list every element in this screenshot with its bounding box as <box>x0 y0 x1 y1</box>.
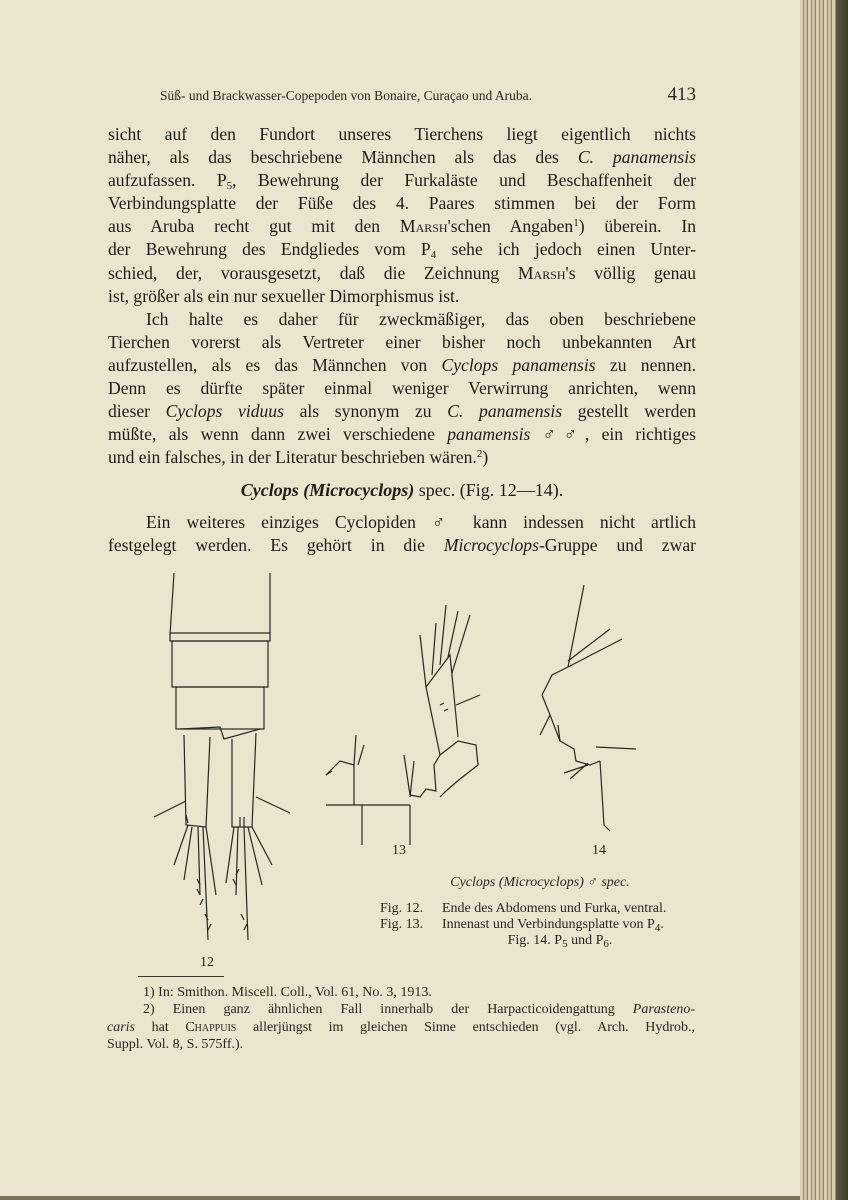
text-line: der Bewehrung des Endgliedes vom $P_4$ sehe ich jedoch einen Unter- <box>108 239 696 262</box>
caption-row-13: Fig. 13. Innenast und Verbindungsplatte von $P_4$. <box>380 917 664 934</box>
caption-row-14: Fig. 14. $P_5$ und $P_6$. <box>507 933 613 950</box>
page-number: 413 <box>667 84 696 105</box>
figure-plate <box>140 565 700 985</box>
footnote-ref: 1 <box>573 217 579 230</box>
section-heading-rest: spec. (Fig. 12—14). <box>414 480 564 501</box>
running-header <box>160 84 700 105</box>
figure-13-label: 13 <box>392 843 406 858</box>
author-name: Marsh <box>517 262 566 283</box>
running-head-title: Süß- und Brackwasser-Copepoden von Bonaire, Curaçao und Aruba. <box>160 88 533 103</box>
text-line: aufzustellen, als es das Männchen von Cyclops panamensis zu nennen. <box>108 354 697 375</box>
book-cover-edge <box>836 0 848 1200</box>
figure-12-label: 12 <box>200 955 214 970</box>
author-name: Chappuis <box>185 1019 237 1035</box>
footnote-2-line: Suppl. Vol. 8, S. 575ff.). <box>107 1036 244 1052</box>
figure-14-drawing <box>540 585 636 831</box>
species-name: C. panamensis <box>577 147 696 168</box>
text-line: schied, der, vorausgesetzt, daß die Zeichnung Marsh's völlig genau <box>108 262 696 283</box>
species-name: panamensis <box>447 424 531 445</box>
footnotes <box>107 984 695 1053</box>
text-line: aufzufassen. $P_5$, Bewehrung der Furkaläste und Beschaffenheit der <box>108 170 696 193</box>
paragraph-2 <box>108 308 696 470</box>
text-line: Tierchen vorerst als Vertreter einer bisher noch unbekannten Art <box>108 331 696 352</box>
text-line: näher, als das beschriebene Männchen als das des C. panamensis <box>108 147 696 168</box>
text-line: aus Aruba recht gut mit den Marsh'schen Angaben$^1$) überein. In <box>108 216 697 237</box>
footnote-1: 1) In: Smithon. Miscell. Coll., Vol. 61, No. 3, 1913. <box>143 985 432 1000</box>
book-page-edges <box>800 0 848 1200</box>
text-line: und ein falsches, in der Literatur beschrieben wären.$^2$) <box>108 447 489 468</box>
text-line: müßte, als wenn dann zwei verschiedene panamensis ♂♂, ein richtiges <box>108 424 697 445</box>
species-name: Cyclops panamensis <box>441 354 596 375</box>
paragraph-1 <box>108 123 696 308</box>
text-line: Ich halte es daher für zweckmäßiger, das oben beschriebene <box>146 308 696 329</box>
figure-13-drawing <box>326 605 480 845</box>
text-line: Ein weiteres einziges Cyclopiden ♂ kann indessen nicht artlich <box>146 511 696 532</box>
section-heading-taxon: Cyclops (Microcyclops) <box>240 480 415 501</box>
text-line: sicht auf den Fundort unseres Tierchens liegt eigentlich nichts <box>108 124 696 144</box>
footnote-rule <box>138 976 224 977</box>
footnote-2-line: caris hat Chappuis allerjüngst im gleichen Sinne entschieden (vgl. Arch. Hydrob., <box>107 1019 696 1035</box>
text-line: Denn es dürfte später einmal weniger Verwirrung anrichten, wenn <box>108 378 696 399</box>
text-line: festgelegt werden. Es gehört in die Microcyclops-Gruppe und zwar <box>108 534 696 555</box>
figure-caption <box>380 875 700 949</box>
section-heading <box>108 479 696 502</box>
caption-title: Cyclops (Microcyclops) ♂ spec. <box>450 875 630 890</box>
caption-row-12: Fig. 12. Ende des Abdomens und Furka, ventral. <box>380 901 667 916</box>
species-name: Microcyclops <box>443 534 539 555</box>
species-name: C. panamensis <box>447 401 563 422</box>
footnote-ref: 2 <box>476 448 483 461</box>
body-text <box>108 123 696 557</box>
species-name: Cyclops viduus <box>165 401 284 422</box>
figure-12-drawing <box>154 573 290 940</box>
author-name: Marsh <box>399 216 448 237</box>
text-line: Verbindungsplatte der Füße des 4. Paares stimmen bei der Form <box>108 193 696 214</box>
paragraph-3 <box>108 511 696 557</box>
figure-14-label: 14 <box>592 843 606 858</box>
footnote-2-line: 2) Einen ganz ähnlichen Fall innerhalb der Harpacticoidengattung Parasteno- <box>143 1002 695 1018</box>
text-line: ist, größer als ein nur sexueller Dimorphismus ist. <box>108 285 460 306</box>
text-line: dieser Cyclops viduus als synonym zu C. panamensis gestellt werden <box>108 401 697 422</box>
